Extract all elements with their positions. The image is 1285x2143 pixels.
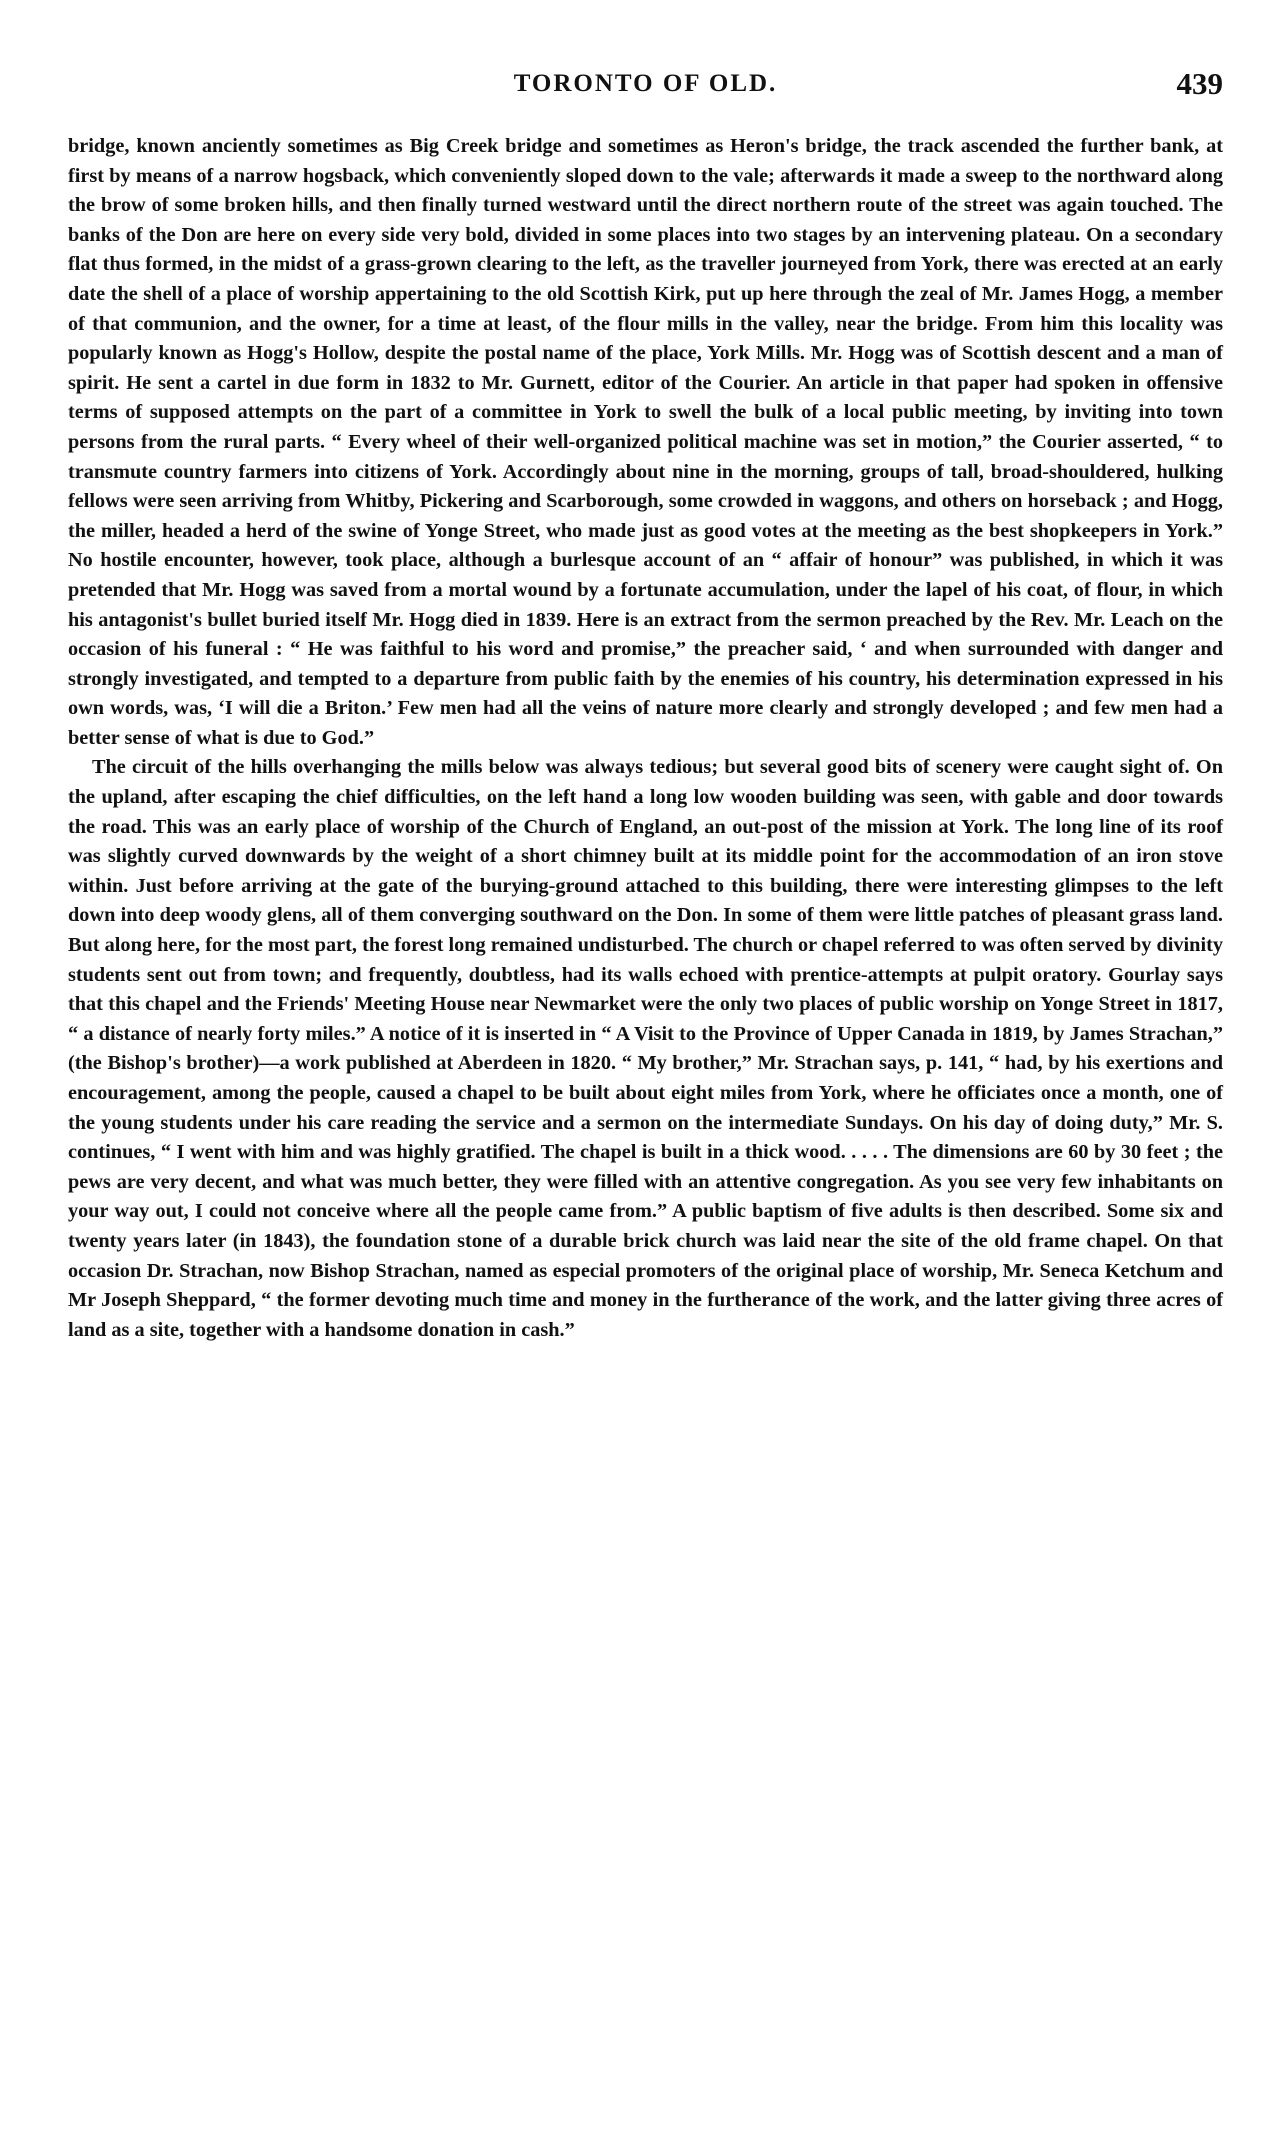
book-page: [68, 66, 1223, 1345]
paragraph: The circuit of the hills overhanging the mills below was always tedious; but several good bits of scenery were caught sight of. On the upland, after escaping the chief difficulties, on the left hand a long low wooden building was seen, with gable and door towards the road. This was an early place of worship of the Church of England, an out-post of the mission at York. The long line of its roof was slightly curved downwards by the weight of a short chimney built at its middle point for the accommodation of an iron stove within. Just before arriving at the gate of the burying-ground attached to this building, there were interesting glimpses to the left down into deep woody glens, all of them converging southward on the Don. In some of them were little patches of pleasant grass land. But along here, for the most part, the forest long remained undisturbed. The church or chapel referred to was often served by divinity students sent out from town; and frequently, doubtless, had its walls echoed with prentice-attempts at pulpit oratory. Gourlay says that this chapel and the Friends' Meeting House near Newmarket were the only two places of public worship on Yonge Street in 1817, “ a distance of nearly forty miles.” A notice of it is inserted in “ A Visit to the Province of Upper Canada in 1819, by James Strachan,” (the Bishop's brother)—a work published at Aberdeen in 1820. “ My brother,” Mr. Strachan says, p. 141, “ had, by his exertions and encouragement, among the people, caused a chapel to be built about eight miles from York, where he officiates once a month, one of the young students under his care reading the service and a sermon on the intermediate Sundays. On his day of doing duty,” Mr. S. continues, “ I went with him and was highly gratified. The chapel is built in a thick wood. . . . . The dimensions are 60 by 30 feet ; the pews are very decent, and what was much better, they were filled with an attentive congregation. As you see very few inhabitants on your way out, I could not conceive where all the people came from.” A public baptism of five adults is then described. Some six and twenty years later (in 1843), the foundation stone of a durable brick church was laid near the site of the old frame chapel. On that occasion Dr. Strachan, now Bishop Strachan, named as especial promoters of the original place of worship, Mr. Seneca Ketchum and Mr Joseph Sheppard, “ the former devoting much time and money in the furtherance of the work, and the latter giving three acres of land as a site, together with a handsome donation in cash.”: [68, 756, 1223, 1341]
page-header: [68, 66, 1223, 114]
paragraph: bridge, known anciently sometimes as Big Creek bridge and sometimes as Heron's bridge, the track ascended the further bank, at first by means of a narrow hogsback, which conveniently sloped down to the vale; afterwards it made a sweep to the northward along the brow of some broken hills, and then finally turned westward until the direct northern route of the street was again touched. The banks of the Don are here on every side very bold, divided in some places into two stages by an intervening plateau. On a secondary flat thus formed, in the midst of a grass-grown clearing to the left, as the traveller journeyed from York, there was erected at an early date the shell of a place of worship appertaining to the old Scottish Kirk, put up here through the zeal of Mr. James Hogg, a member of that communion, and the owner, for a time at least, of the flour mills in the valley, near the bridge. From him this locality was popularly known as Hogg's Hollow, despite the postal name of the place, York Mills. Mr. Hogg was of Scottish descent and a man of spirit. He sent a cartel in due form in 1832 to Mr. Gurnett, editor of the Courier. An article in that paper had spoken in offensive terms of supposed attempts on the part of a committee in York to swell the bulk of a local public meeting, by inviting into town persons from the rural parts. “ Every wheel of their well-organized political machine was set in motion,” the Courier asserted, “ to transmute country farmers into citizens of York. Accordingly about nine in the morning, groups of tall, broad-shouldered, hulking fellows were seen arriving from Whitby, Pickering and Scarborough, some crowded in waggons, and others on horseback ; and Hogg, the miller, headed a herd of the swine of Yonge Street, who made just as good votes at the meeting as the best shopkeepers in York.” No hostile encounter, however, took place, although a burlesque account of an “ affair of honour” was published, in which it was pretended that Mr. Hogg was saved from a mortal wound by a fortunate accumulation, under the lapel of his coat, of flour, in which his antagonist's bullet buried itself Mr. Hogg died in 1839. Here is an extract from the sermon preached by the Rev. Mr. Leach on the occasion of his funeral : “ He was faithful to his word and promise,” the preacher said, ‘ and when surrounded with danger and strongly investigated, and tempted to a departure from public faith by the enemies of his country, his determination expressed in his own words, was, ‘I will die a Briton.’ Few men had all the veins of nature more clearly and strongly developed ; and few men had a better sense of what is due to God.”: [68, 135, 1223, 749]
page-number: 439: [1176, 66, 1223, 101]
body-text: [68, 132, 1223, 1345]
running-head: TORONTO OF OLD.: [513, 70, 778, 97]
